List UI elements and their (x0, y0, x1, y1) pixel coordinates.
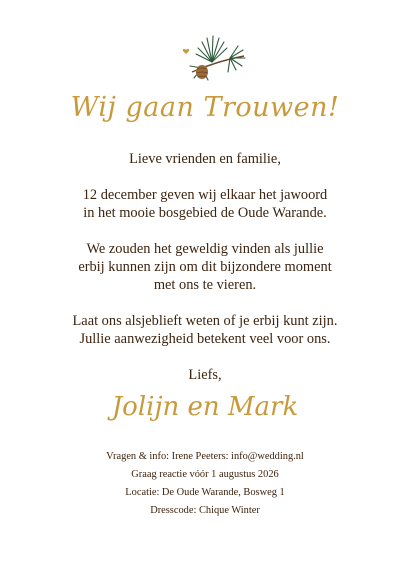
info-location: Locatie: De Oude Warande, Bosweg 1 (125, 487, 285, 498)
greeting (20, 150, 390, 168)
signature: Jolijn en Mark (111, 392, 299, 422)
pine-branch-with-cone-icon (172, 26, 252, 86)
invitation-body (20, 150, 390, 402)
paragraph-line: Jullie aanwezigheid betekent veel voor ons. (79, 331, 331, 347)
closing-line: Liefs, (188, 367, 222, 383)
greeting-line: Lieve vrienden en familie, (129, 151, 281, 167)
invitation-heading: Wij gaan Trouwen! (70, 92, 340, 123)
closing (20, 366, 390, 384)
paragraph-line: erbij kunnen zijn om dit bijzondere moment (78, 259, 332, 275)
paragraph-line: 12 december geven wij elkaar het jawoord (82, 187, 328, 203)
rsvp-paragraph (20, 312, 390, 348)
paragraph-line: Laat ons alsjeblieft weten of je erbij kunt zijn. (72, 313, 338, 329)
info-contact: Vragen & info: Irene Peeters: info@wedding.nl (106, 451, 304, 462)
date-paragraph (20, 186, 390, 222)
heart-icon (183, 49, 189, 54)
paragraph-line: We zouden het geweldig vinden als jullie (86, 241, 324, 257)
paragraph-line: met ons te vieren. (153, 277, 257, 293)
invite-paragraph (20, 240, 390, 294)
info-rsvp-deadline: Graag reactie vóór 1 augustus 2026 (131, 469, 279, 480)
paragraph-line: in het mooie bosgebied de Oude Warande. (83, 205, 327, 221)
info-block (0, 448, 410, 520)
info-dresscode: Dresscode: Chique Winter (150, 505, 260, 516)
